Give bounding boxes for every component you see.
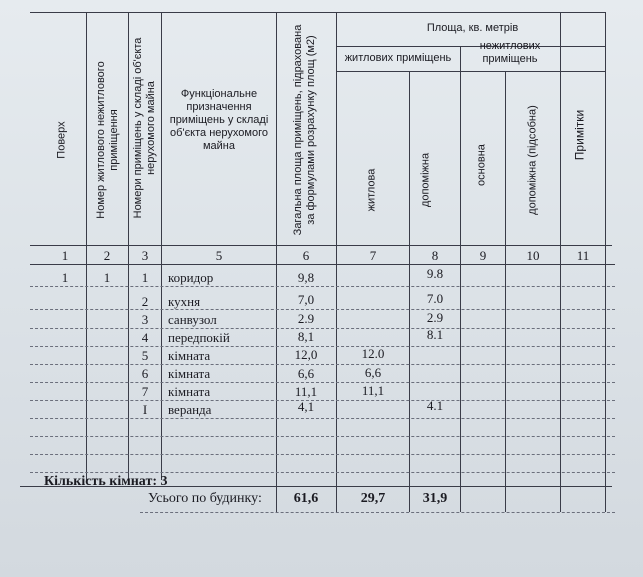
subgroup-divider (336, 71, 605, 72)
totals-living: 29,7 (360, 491, 386, 506)
cell-room: 6 (141, 366, 149, 381)
col-number: 10 (526, 248, 540, 263)
cell-total: 11,1 (294, 384, 318, 399)
totals-bottom-border (140, 512, 615, 513)
cell-aux: 7.0 (426, 291, 444, 306)
cell-room: 7 (141, 384, 149, 399)
cell-room: 5 (141, 348, 149, 363)
header-bottom-border (30, 245, 612, 246)
header-living-main: житлова (365, 168, 378, 212)
header-living-aux: допоміжна (419, 152, 432, 208)
col-number: 8 (431, 248, 439, 263)
cell-total: 6,6 (297, 366, 315, 381)
row-divider (30, 364, 615, 365)
row-divider (30, 436, 615, 437)
col-number: 9 (479, 248, 487, 263)
col-line-10 (605, 12, 606, 512)
cell-total: 7,0 (297, 292, 315, 307)
cell-name: кімната (168, 366, 211, 381)
cell-aux: 2.9 (426, 310, 444, 325)
row-divider (30, 382, 615, 383)
cell-total: 8,1 (297, 329, 315, 344)
cell-room: 1 (141, 270, 149, 285)
header-room-no: Номери приміщень у складі об'єкта нерухомого майна (132, 37, 157, 219)
cell-room: I (142, 402, 148, 417)
header-apartment-no: Номер житлового нежитлового приміщення (95, 61, 120, 219)
row-divider (30, 472, 615, 473)
col-number: 6 (302, 248, 310, 263)
cell-aux: 9.8 (426, 266, 444, 281)
header-nonliving-aux: допоміжна (підсобна) (526, 105, 539, 215)
totals-label: Усього по будинку: (148, 491, 262, 506)
cell-living: 12.0 (361, 346, 385, 361)
cell-total: 9,8 (297, 270, 315, 285)
col-line-7 (460, 46, 461, 512)
table-top-border (30, 12, 605, 13)
row-divider (30, 454, 615, 455)
cell-name: передпокій (168, 330, 230, 345)
col-line-3 (161, 12, 162, 480)
col-number: 1 (61, 248, 69, 263)
header-living-group: житлових приміщень (344, 52, 452, 64)
col-number: 2 (103, 248, 111, 263)
cell-room: 2 (141, 294, 149, 309)
col-line-2 (128, 12, 129, 480)
cell-name: кімната (168, 384, 211, 399)
cell-total: 4,1 (297, 399, 315, 414)
col-line-8 (505, 71, 506, 512)
column-numbers-bottom-border (30, 264, 615, 265)
row-divider (30, 286, 615, 287)
cell-name: кухня (168, 294, 201, 309)
cell-living: 6,6 (364, 365, 382, 380)
header-total-area: Загальна площа приміщень, підрахована за формулами розрахунку площ (м2) (292, 24, 317, 236)
header-notes: Примітки (572, 109, 587, 161)
header-floor: Поверх (55, 121, 68, 159)
cell-room: 3 (141, 312, 149, 327)
cell-total: 12,0 (294, 347, 318, 362)
col-line-1 (86, 12, 87, 480)
totals-aux: 31,9 (422, 491, 448, 506)
cell-apt: 1 (103, 270, 111, 285)
header-nonliving-group: нежитлових приміщень (479, 40, 541, 65)
row-divider (30, 309, 615, 310)
totals-total: 61,6 (293, 491, 319, 506)
header-area-group: Площа, кв. метрів (426, 22, 519, 34)
cell-aux: 8.1 (426, 327, 444, 342)
cell-room: 4 (141, 330, 149, 345)
col-number: 7 (369, 248, 377, 263)
room-count: Кількість кімнат: 3 (44, 474, 168, 489)
header-nonliving-main: основна (475, 144, 488, 186)
col-number: 11 (576, 248, 590, 263)
row-divider (30, 418, 615, 419)
cell-living: 11,1 (361, 383, 385, 398)
cell-name: веранда (168, 402, 212, 417)
cell-name: коридор (168, 270, 214, 285)
cell-floor: 1 (61, 270, 69, 285)
cell-aux: 4.1 (426, 398, 444, 413)
cell-name: кімната (168, 348, 211, 363)
col-number: 3 (141, 248, 149, 263)
cell-name: санвузол (168, 312, 217, 327)
header-function: Функціональне призначення приміщень у складі об'єкта нерухомого майна (169, 88, 269, 152)
col-number: 5 (215, 248, 223, 263)
cell-total: 2.9 (297, 311, 315, 326)
